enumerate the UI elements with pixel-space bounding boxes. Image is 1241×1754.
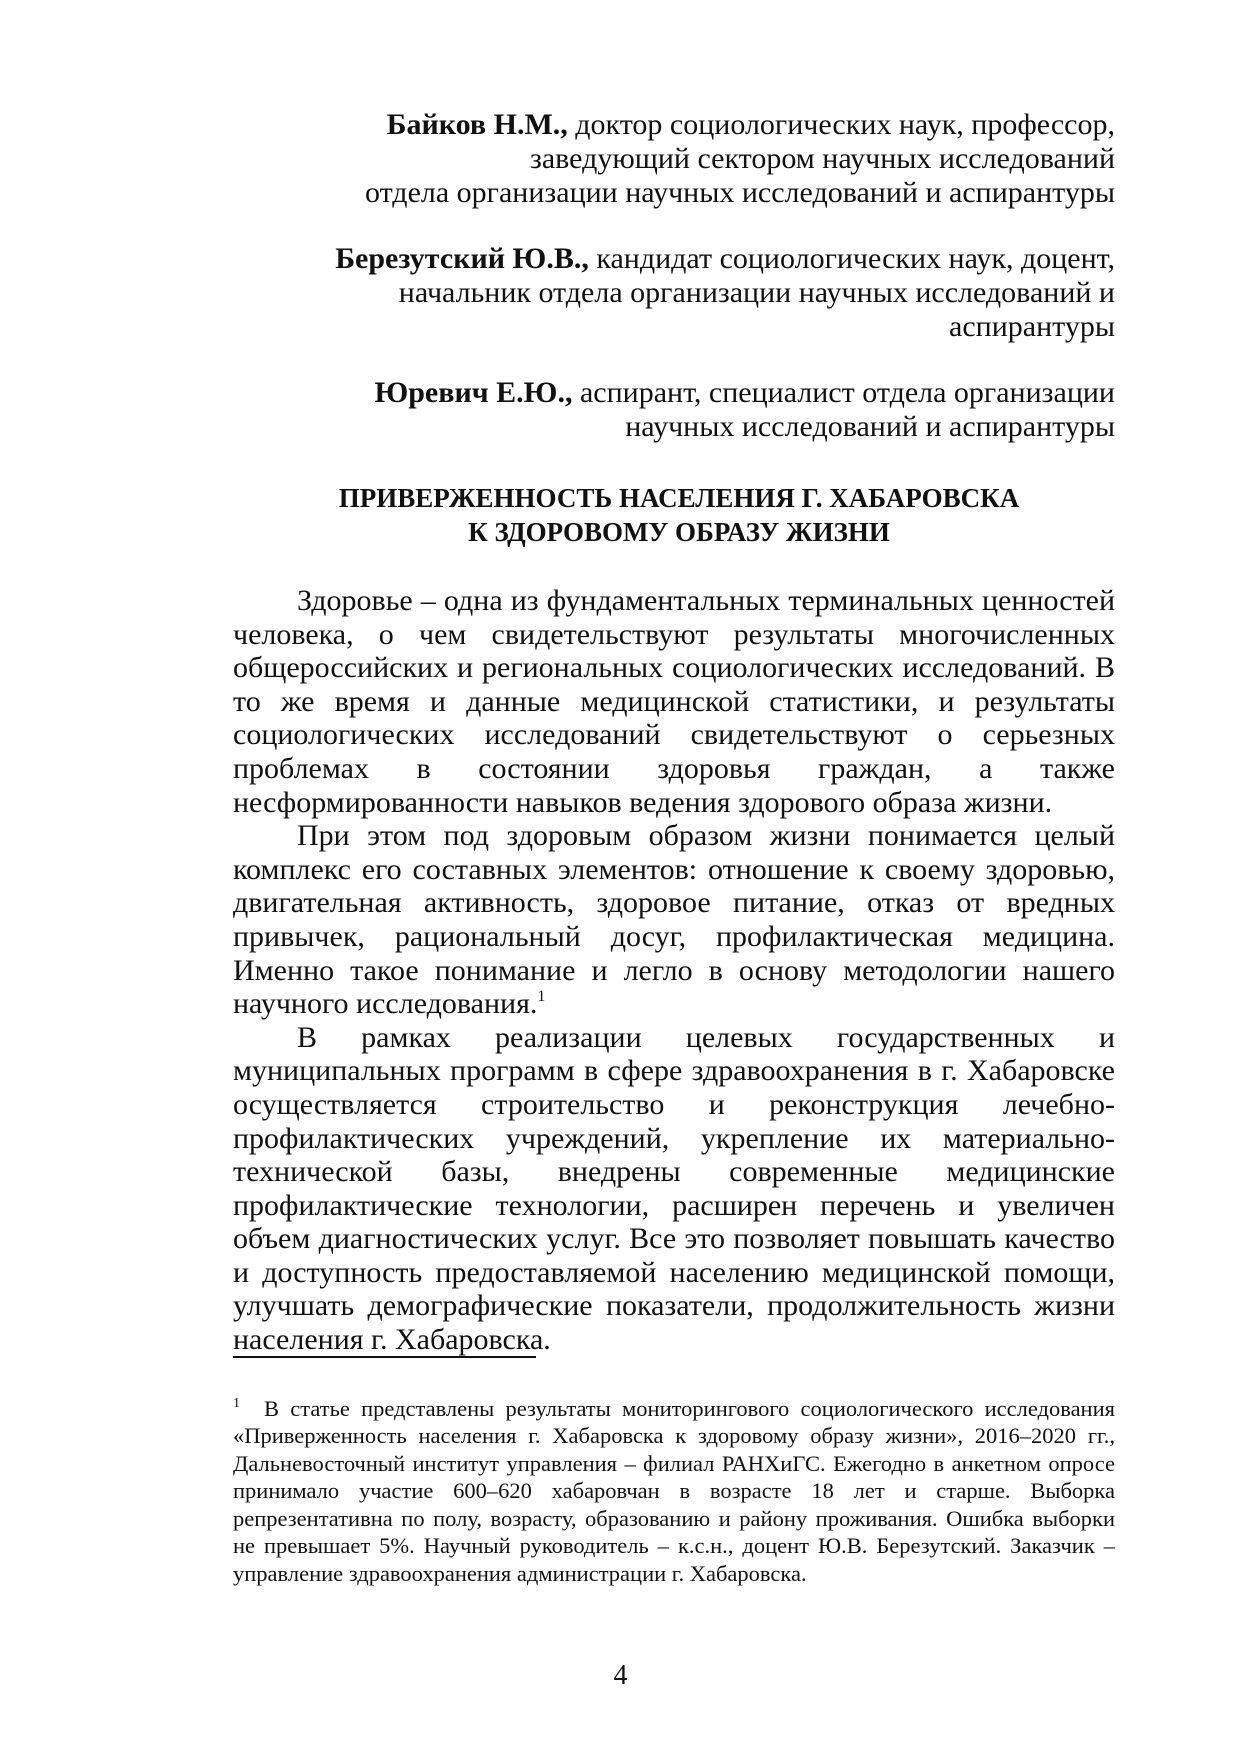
author-affiliation-line: начальник отдела организации научных исследований и аспирантуры xyxy=(398,276,1115,343)
footnote-separator xyxy=(233,1356,536,1358)
author-block-yurevich xyxy=(233,376,1115,444)
footnote-number: 1 xyxy=(233,1395,240,1411)
article-title xyxy=(233,481,1115,549)
author-block-berezutsky xyxy=(233,242,1115,344)
footnote xyxy=(233,1395,1115,1588)
article-title-line: ПРИВЕРЖЕННОСТЬ НАСЕЛЕНИЯ Г. ХАБАРОВСКА xyxy=(338,483,1020,513)
author-affiliation-line: аспирант, специалист отдела организации xyxy=(579,376,1115,409)
body-paragraph: В рамках реализации целевых государственных и муниципальных программ в сфере здравоохранения в г. Хабаровске осуществляется строительство и реконструкция лечебно-профилактических учреждений, укрепление их материально-технической базы, внедрены современные медицинские профилактические технологии, расширен перечень и увеличен объем диагностических услуг. Все это позволяет повышать качество и доступность предоставляемой населению медицинской помощи, улучшать демографические показатели, продолжительность жизни населения г. Хабаровска. xyxy=(233,1020,1115,1357)
author-affiliation-line: доктор социологических наук, профессор, xyxy=(575,108,1115,141)
article-title-line: К ЗДОРОВОМУ ОБРАЗУ ЖИЗНИ xyxy=(468,517,890,547)
author-name: Байков Н.М., xyxy=(386,108,568,141)
author-affiliation-line: кандидат социологических наук, доцент, xyxy=(596,242,1115,275)
body-paragraph-text: При этом под здоровым образом жизни понимается целый комплекс его составных элементов: отношение к своему здоровью, двигательная активность, здоровое питание, отказ от вредных привычек, рациональный досуг, профилактическая медицина. Именно такое понимание и легло в основу методологии нашего научного исследования. xyxy=(233,819,1115,1021)
author-affiliation-line: отдела организации научных исследований и аспирантуры xyxy=(364,176,1115,209)
footnote-text: В статье представлены результаты мониторингового социологического исследования «Приверженность населения г. Хабаровска к здоровому образу жизни», 2016–2020 гг., Дальневосточный институт управления – филиал РАНХиГС. Ежегодно в анкетном опросе принимало участие 600–620 хабаровчан в возрасте 18 лет и старше. Выборка репрезентативна по полу, возрасту, образованию и району проживания. Ошибка выборки не превышает 5%. Научный руководитель – к.с.н., доцент Ю.В. Березутский. Заказчик – управление здравоохранения администрации г. Хабаровска. xyxy=(233,1395,1115,1586)
document-body xyxy=(233,108,1115,1357)
author-block-baikov xyxy=(233,108,1115,210)
footnote-reference[interactable]: 1 xyxy=(537,988,546,1006)
author-name: Березутский Ю.В., xyxy=(335,242,589,275)
author-name: Юревич Е.Ю., xyxy=(374,376,573,409)
author-affiliation-line: научных исследований и аспирантуры xyxy=(625,410,1115,443)
author-affiliation-line: заведующий сектором научных исследований xyxy=(530,142,1115,175)
body-paragraph xyxy=(233,819,1115,1021)
page-number: 4 xyxy=(613,1660,628,1691)
body-paragraph: Здоровье – одна из фундаментальных терминальных ценностей человека, о чем свидетельствуют результаты многочисленных общероссийских и региональных социологических исследований. В то же время и данные медицинской статистики, и результаты социологических исследований свидетельствуют о серьезных проблемах в состоянии здоровья граждан, а также несформированности навыков ведения здорового образа жизни. xyxy=(233,584,1115,819)
